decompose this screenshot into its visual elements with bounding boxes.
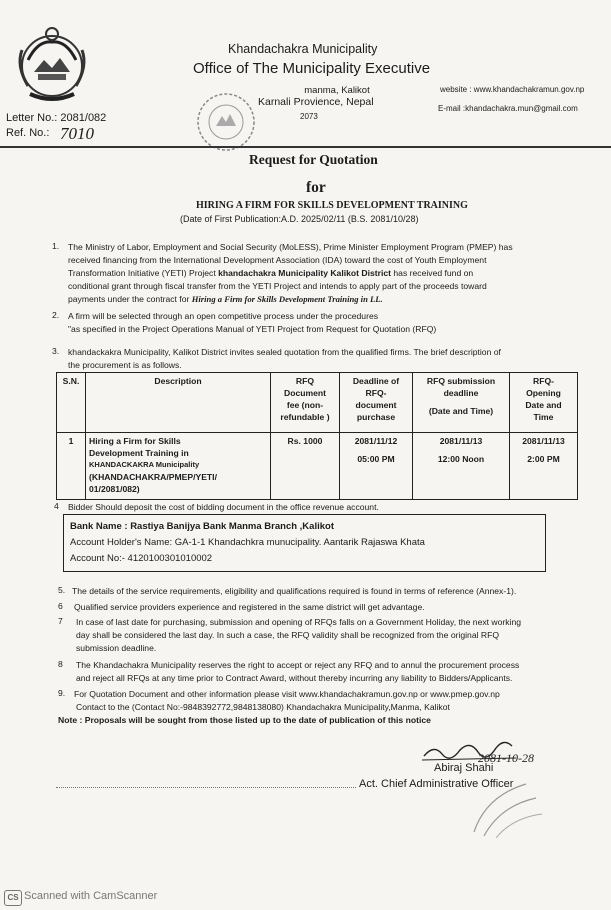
point-1-line: The Ministry of Labor, Employment and Social Security (MoLESS), Prime Minister Employment Program (PMEP) has bbox=[68, 242, 513, 252]
text: RFQ- bbox=[532, 376, 554, 386]
signature-scrawl bbox=[420, 730, 540, 766]
header-sn bbox=[57, 373, 86, 433]
point-2-line: A firm will be selected through an open competitive process under the procedures bbox=[68, 311, 379, 321]
point-6-number: 6 bbox=[58, 601, 63, 611]
district-name: khandachakra Municipality Kalikot District bbox=[218, 268, 392, 278]
point-1-number: 1. bbox=[52, 241, 60, 251]
document-heading: Request for Quotation bbox=[249, 152, 378, 167]
text: Rastiya Banijya Bank Manma Branch ,Kalikot bbox=[130, 521, 334, 532]
point-3-number: 3. bbox=[52, 346, 60, 356]
point-8 bbox=[76, 659, 586, 685]
text: Bank Name : bbox=[70, 521, 131, 532]
point-6: Qualified service providers experience and registered in the same district will get advantage. bbox=[74, 602, 425, 612]
note: Note : Proposals will be sought from those listed up to the date of publication of this notice bbox=[58, 715, 431, 725]
address-line-1: manma, Kalikot bbox=[304, 85, 370, 96]
point-8-line: and reject all RFQs at any time prior to Contract Award, without thereby incurring any liability to Bidders/Applicants. bbox=[76, 673, 513, 683]
point-9 bbox=[74, 688, 589, 714]
point-7 bbox=[76, 616, 586, 655]
text: 05:00 PM bbox=[357, 454, 395, 464]
header-description bbox=[86, 373, 271, 433]
account-holder: Account Holder's Name: GA-1-1 Khandachkra munucipality. Aantarik Rajaswa Khata bbox=[70, 537, 425, 548]
camscanner-text: Scanned with CamScanner bbox=[24, 890, 158, 902]
text: 01/2081/082) bbox=[89, 484, 140, 494]
header-deadline bbox=[340, 373, 413, 433]
heading-for: for bbox=[306, 179, 326, 196]
text: Transformation Initiative (YETI) Project bbox=[68, 268, 219, 278]
point-4-number: 4 bbox=[54, 501, 59, 511]
text: purchase bbox=[356, 412, 396, 422]
point-1-line: received financing from the International Development Association (IDA) toward the cost of Youth Employment bbox=[68, 255, 487, 265]
bank-details-box bbox=[63, 514, 546, 572]
office-title: Office of The Municipality Executive bbox=[193, 60, 431, 77]
text: payments under the contract for bbox=[68, 294, 192, 304]
point-5-number: 5. bbox=[58, 585, 66, 595]
text: Rs. 1000 bbox=[287, 436, 323, 446]
text: Development Training in bbox=[89, 448, 189, 458]
signatory-name: Abiraj Shahi bbox=[434, 762, 494, 774]
address-line-2: Karnali Provience, Nepal bbox=[258, 96, 374, 108]
text: S.N. bbox=[62, 376, 80, 386]
ref-number-handwritten: 7010 bbox=[60, 124, 94, 143]
signature-line bbox=[56, 787, 356, 788]
cell-fee bbox=[271, 433, 340, 500]
point-1-line bbox=[68, 293, 586, 306]
text: 2:00 PM bbox=[527, 454, 560, 464]
text: Deadline of bbox=[352, 376, 400, 386]
procurement-table bbox=[56, 372, 578, 500]
document-subject: HIRING A FIRM FOR SKILLS DEVELOPMENT TRAINING bbox=[196, 200, 468, 211]
point-1-line: conditional grant through fiscal transfer from the YETI Project and intends to apply part of the proceeds toward bbox=[68, 281, 487, 291]
point-1 bbox=[68, 241, 586, 306]
point-2-number: 2. bbox=[52, 310, 60, 320]
officer-stamp bbox=[466, 776, 546, 840]
bank-name bbox=[70, 521, 334, 532]
signature-date: 2081-10-28 bbox=[478, 751, 534, 765]
point-9-line: Contact to the (Contact No:-9848392772,9848138080) Khandachakra Municipality,Manma, Kalikot bbox=[76, 702, 450, 712]
text: Description bbox=[154, 376, 202, 386]
text: 1 bbox=[68, 436, 74, 446]
point-4: Bidder Should deposit the cost of bidding document in the office revenue account. bbox=[68, 502, 379, 512]
ref-number-label: Ref. No.: bbox=[6, 127, 50, 139]
point-3-line: the procurement is as follows. bbox=[68, 360, 182, 370]
header-submission bbox=[413, 373, 510, 433]
text: Date and bbox=[525, 400, 562, 410]
text: Document bbox=[283, 388, 327, 398]
text: Opening bbox=[526, 388, 561, 398]
point-2-line: "as specified in the Project Operations Manual of YETI Project from Request for Quotation (RFQ) bbox=[68, 324, 437, 334]
publication-date: (Date of First Publication:A.D. 2025/02/11 (B.S. 2081/10/28) bbox=[180, 214, 419, 224]
text: Time bbox=[533, 412, 554, 422]
government-emblem bbox=[8, 20, 96, 108]
point-9-number: 9. bbox=[58, 688, 66, 698]
office-seal-stamp bbox=[190, 88, 262, 160]
point-8-line: The Khandachakra Municipality reserves the right to accept or reject any RFQ and to annul the procurement process bbox=[76, 660, 520, 670]
cell-submission bbox=[413, 433, 510, 500]
point-3 bbox=[68, 346, 586, 372]
text: 2081/11/13 bbox=[522, 436, 565, 446]
header-divider bbox=[0, 146, 611, 148]
point-3-line: khandackakra Municipality, Kalikot District invites sealed quotation from the qualified firms. The brief description of bbox=[68, 347, 501, 357]
table-header-row bbox=[57, 373, 578, 433]
point-7-line: day shall be considered the last day. In such a case, the RFQ validity shall be recognized from the original RFQ bbox=[76, 630, 500, 640]
header-opening bbox=[510, 373, 578, 433]
text: KHANDACKAKRA Municipality bbox=[89, 460, 200, 469]
point-1-line bbox=[68, 267, 586, 280]
cell-opening bbox=[510, 433, 578, 500]
table-row bbox=[57, 433, 578, 500]
text: (Date and Time) bbox=[428, 406, 494, 416]
camscanner-logo: CS bbox=[4, 890, 22, 906]
cell-deadline bbox=[340, 433, 413, 500]
website: website : www.khandachakramun.gov.np bbox=[440, 85, 585, 94]
point-8-number: 8 bbox=[58, 659, 63, 669]
text: RFQ submission bbox=[426, 376, 496, 386]
text: deadline bbox=[443, 388, 479, 398]
point-7-line: In case of last date for purchasing, submission and opening of RFQs falls on a Government Holiday, the next working bbox=[76, 617, 522, 627]
header-fee bbox=[271, 373, 340, 433]
point-7-number: 7 bbox=[58, 616, 63, 626]
text: has received fund on bbox=[391, 268, 474, 278]
text: document bbox=[355, 400, 397, 410]
signatory-title: Act. Chief Administrative Officer bbox=[359, 778, 514, 790]
text: 12:00 Noon bbox=[437, 454, 485, 464]
point-7-line: submission deadline. bbox=[76, 643, 157, 653]
text: refundable ) bbox=[280, 412, 330, 422]
established-year: 2073 bbox=[300, 112, 318, 121]
text: RFQ bbox=[295, 376, 315, 386]
point-9-line: For Quotation Document and other information please visit www.khandachakramun.gov.np or www.pmep.gov.np bbox=[74, 689, 500, 699]
text: 2081/11/12 bbox=[354, 436, 398, 446]
cell-sn bbox=[57, 433, 86, 500]
point-2 bbox=[68, 310, 586, 336]
text: (KHANDACHAKRA/PMEP/YETI/ bbox=[89, 472, 217, 482]
text: fee (non- bbox=[286, 400, 324, 410]
email: E-mail :khandachakra.mun@gmail.com bbox=[438, 104, 578, 113]
point-5: The details of the service requirements, eligibility and qualifications required is found in terms of reference (Annex-1). bbox=[72, 586, 517, 596]
municipality-name: Khandachakra Municipality bbox=[228, 42, 378, 56]
cell-description bbox=[86, 433, 271, 500]
contract-name: Hiring a Firm for Skills Development Training in LL. bbox=[191, 294, 383, 304]
text: Hiring a Firm for Skills bbox=[89, 436, 181, 446]
text: RFQ- bbox=[365, 388, 387, 398]
letter-number: Letter No.: 2081/082 bbox=[6, 112, 107, 124]
account-number: Account No:- 4120100301010002 bbox=[70, 553, 213, 564]
text: 2081/11/13 bbox=[439, 436, 483, 446]
